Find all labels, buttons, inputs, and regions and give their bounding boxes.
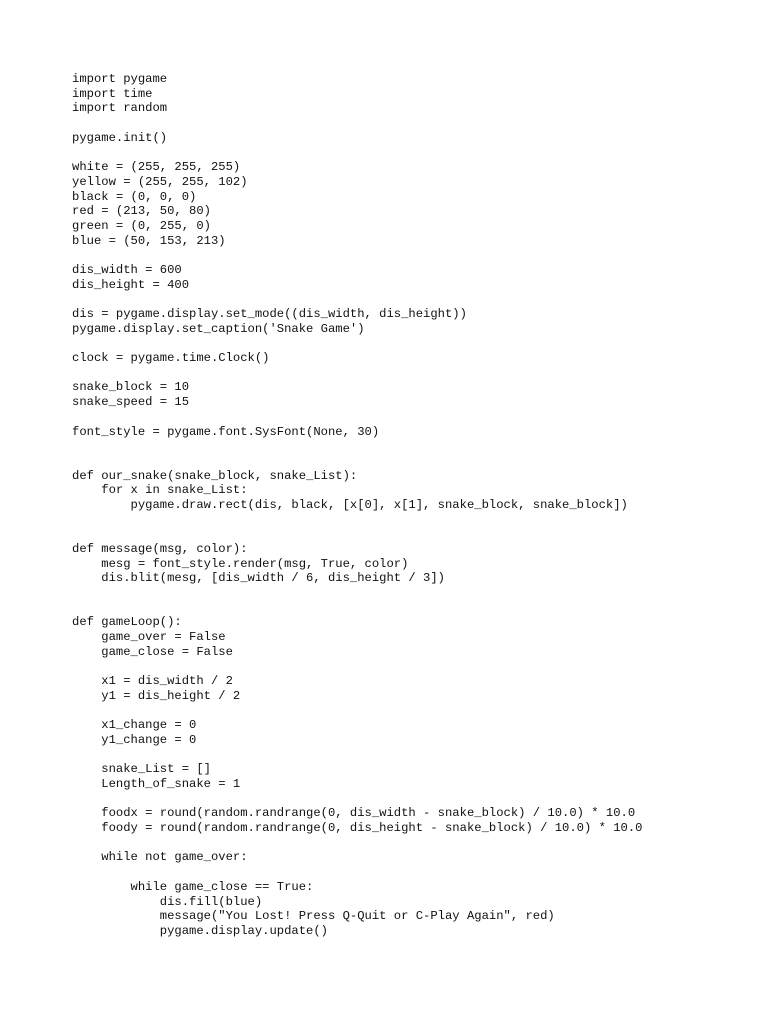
code-line: Length_of_snake = 1	[72, 777, 241, 791]
code-line	[72, 145, 642, 160]
code-line: import time	[72, 86, 153, 101]
code-line: yellow = (255, 255, 102)	[72, 174, 248, 189]
code-line	[72, 336, 642, 351]
code-line: x1 = dis_width / 2	[72, 674, 233, 689]
code-line: snake_List = []	[72, 762, 211, 777]
code-line	[72, 586, 642, 601]
code-line: while not game_over:	[72, 850, 248, 865]
code-line: x1_change = 0	[72, 718, 197, 733]
code-line: def message(msg, color):	[72, 542, 248, 556]
code-line: mesg = font_style.render(msg, True, color)	[72, 556, 409, 571]
code-line	[72, 292, 642, 307]
code-line: def our_snake(snake_block, snake_List):	[72, 468, 358, 483]
code-line	[72, 792, 642, 807]
code-line	[72, 704, 642, 719]
code-line: white = (255, 255, 255)	[72, 160, 241, 175]
code-line: pygame.draw.rect(dis, black, [x[0], x[1], snake_block, snake_block])	[72, 497, 628, 512]
code-line: def gameLoop():	[72, 615, 182, 630]
code-line: blue = (50, 153, 213)	[72, 233, 226, 248]
code-line: snake_speed = 15	[72, 395, 190, 410]
code-line: red = (213, 50, 80)	[72, 204, 211, 219]
code-line: dis_width = 600	[72, 262, 182, 277]
code-line: game_over = False	[72, 630, 226, 645]
code-line	[72, 439, 642, 454]
code-line: import pygame	[72, 72, 168, 86]
code-line	[72, 513, 642, 528]
code-line: green = (0, 255, 0)	[72, 218, 211, 233]
code-line	[72, 116, 642, 131]
code-line	[72, 660, 642, 675]
code-line: pygame.display.set_caption('Snake Game')	[72, 321, 365, 336]
code-line: y1_change = 0	[72, 732, 197, 747]
code-line: import random	[72, 101, 168, 116]
code-line: game_close = False	[72, 644, 233, 659]
code-line: foody = round(random.randrange(0, dis_height - snake_block) / 10.0) * 10.0	[72, 821, 643, 836]
code-line: foodx = round(random.randrange(0, dis_width - snake_block) / 10.0) * 10.0	[72, 806, 636, 821]
code-line: black = (0, 0, 0)	[72, 189, 197, 204]
code-line: dis.fill(blue)	[72, 894, 263, 909]
code-line: message("You Lost! Press Q-Quit or C-Play Again", red)	[72, 909, 555, 924]
code-line: clock = pygame.time.Clock()	[72, 351, 270, 366]
code-line: dis_height = 400	[72, 277, 190, 292]
code-line: dis = pygame.display.set_mode((dis_width, dis_height))	[72, 307, 467, 321]
code-line: dis.blit(mesg, [dis_width / 6, dis_height / 3])	[72, 571, 445, 586]
code-line: font_style = pygame.font.SysFont(None, 30)	[72, 424, 380, 439]
code-listing	[72, 72, 642, 939]
code-line: snake_block = 10	[72, 380, 190, 395]
code-line	[72, 836, 642, 851]
code-line: pygame.init()	[72, 130, 168, 145]
code-line	[72, 865, 642, 880]
code-line: while game_close == True:	[72, 879, 314, 894]
code-line: y1 = dis_height / 2	[72, 688, 241, 703]
code-line	[72, 527, 642, 542]
code-line	[72, 748, 642, 763]
code-line	[72, 248, 642, 263]
code-line: for x in snake_List:	[72, 483, 248, 498]
code-line	[72, 454, 642, 469]
code-line	[72, 366, 642, 381]
code-line: pygame.display.update()	[72, 923, 328, 938]
code-line	[72, 601, 642, 616]
code-line	[72, 410, 642, 425]
